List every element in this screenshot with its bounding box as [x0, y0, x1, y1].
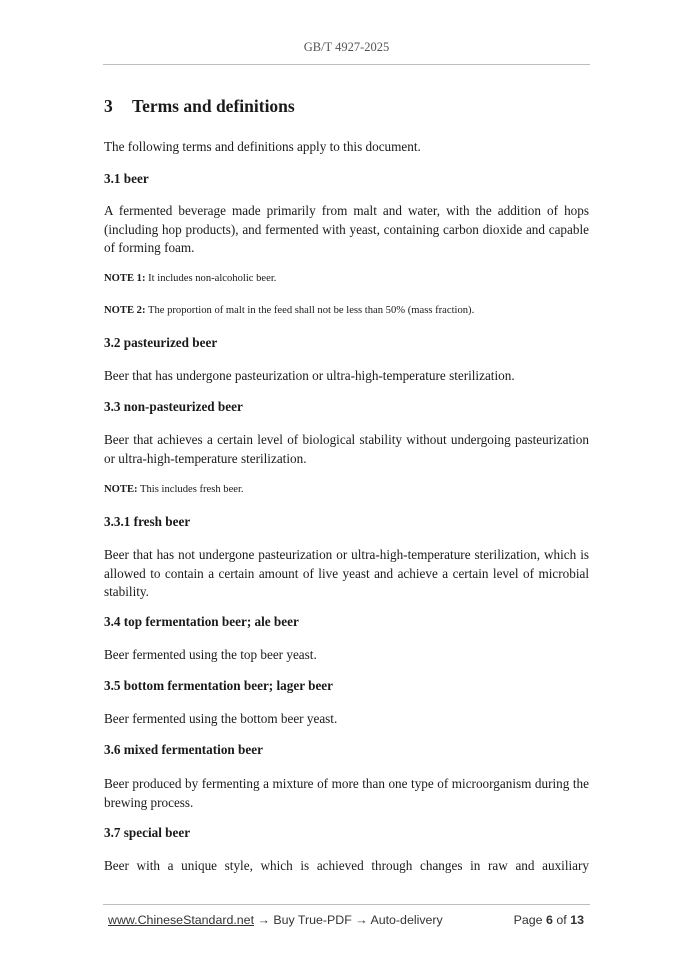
note-2	[104, 305, 589, 316]
buy-pdf-link[interactable]: Buy True-PDF	[273, 913, 352, 927]
note-3-text: This includes fresh beer.	[140, 484, 244, 495]
term-definition-3-2: Beer that has undergone pasteurization or ultra-high-temperature sterilization.	[104, 368, 515, 383]
section-number: 3	[104, 96, 113, 116]
term-heading-3-2: 3.2 pasteurized beer	[104, 335, 218, 350]
section-title: Terms and definitions	[132, 96, 295, 116]
site-link[interactable]: www.ChineseStandard.net	[108, 913, 255, 927]
footer-rule	[103, 904, 590, 905]
term-heading-3-3-1: 3.3.1 fresh beer	[104, 514, 191, 529]
term-heading-3-6: 3.6 mixed fermentation beer	[104, 742, 263, 757]
note-2-label: NOTE 2:	[104, 305, 146, 316]
term-heading-3-5: 3.5 bottom fermentation beer; lager beer	[104, 678, 333, 693]
intro-paragraph: The following terms and definitions apply to this document.	[104, 139, 421, 154]
term-heading-3-3: 3.3 non-pasteurized beer	[104, 399, 243, 414]
term-heading-3-7: 3.7 special beer	[104, 825, 191, 840]
note-1-label: NOTE 1:	[104, 273, 146, 284]
term-definition-3-3-1: Beer that has not undergone pasteurization or ultra-high-temperature sterilization, which is allowed to contain a certain amount of live yeast and achieve a certain level of microbial stability.	[104, 547, 589, 600]
term-definition-3-5: Beer fermented using the bottom beer yeast.	[104, 711, 338, 726]
page-total: 13	[570, 913, 584, 927]
note-3-label: NOTE:	[104, 484, 138, 495]
page-word: Page	[513, 913, 543, 927]
page-indicator	[514, 913, 584, 927]
header-rule	[103, 64, 590, 65]
section-heading	[104, 96, 589, 117]
standard-number: GB/T 4927-2025	[303, 40, 390, 54]
of-word: of	[556, 913, 567, 927]
term-definition-3-7: Beer with a unique style, which is achieved through changes in raw and auxiliary	[104, 858, 589, 873]
note-1	[104, 273, 589, 284]
term-definition-3-3: Beer that achieves a certain level of biological stability without undergoing pasteurization or ultra-high-temperature sterilization.	[104, 432, 589, 466]
note-3	[104, 484, 589, 495]
page-current: 6	[546, 913, 553, 927]
arrow-right-icon: →	[257, 913, 270, 927]
arrow-right-icon: →	[355, 913, 368, 927]
auto-delivery-text: Auto-delivery	[370, 913, 443, 927]
page-footer	[108, 913, 584, 927]
term-definition-3-6: Beer produced by fermenting a mixture of more than one type of microorganism during the brewing process.	[104, 776, 589, 810]
note-1-text: It includes non-alcoholic beer.	[148, 273, 277, 284]
note-2-text: The proportion of malt in the feed shall not be less than 50% (mass fraction).	[147, 305, 475, 316]
term-definition-3-1: A fermented beverage made primarily from malt and water, with the addition of hops (including hop products), and fermented with yeast, containing carbon dioxide and capable of forming foam.	[104, 203, 589, 256]
term-heading-3-1: 3.1 beer	[104, 171, 149, 186]
term-definition-3-4: Beer fermented using the top beer yeast.	[104, 647, 317, 662]
term-heading-3-4: 3.4 top fermentation beer; ale beer	[104, 614, 299, 629]
